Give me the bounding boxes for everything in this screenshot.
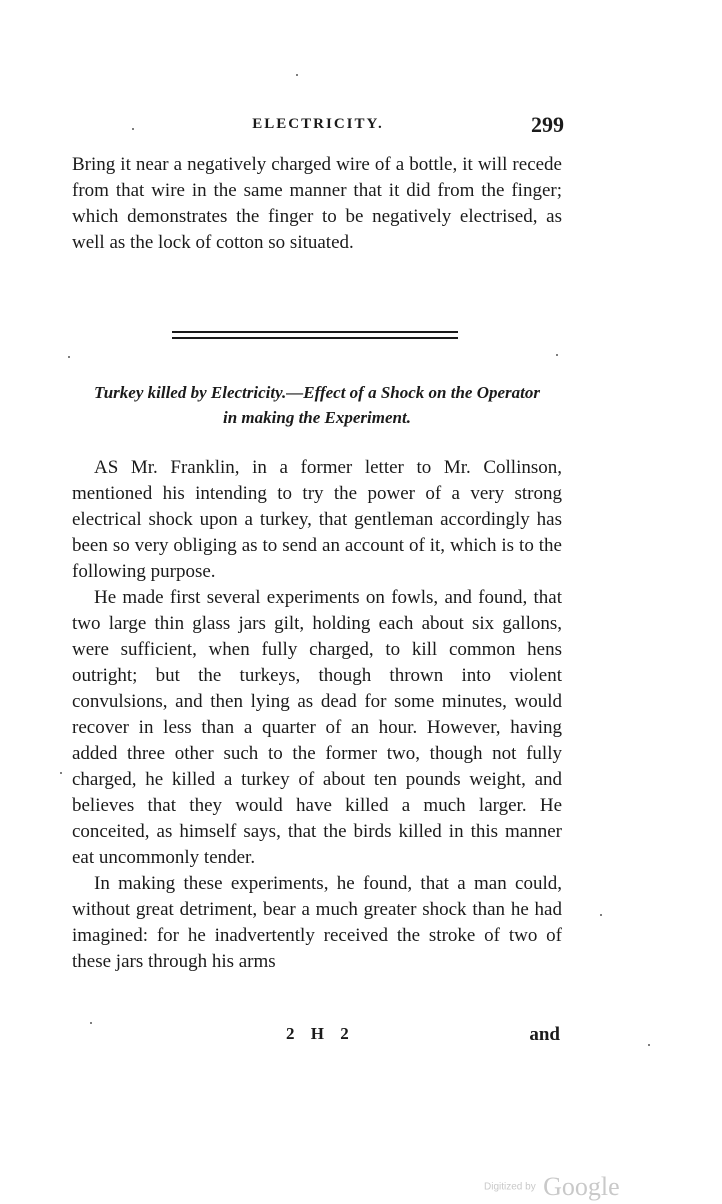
section-divider	[172, 331, 458, 341]
section-heading-line-2: in making the Experiment.	[223, 408, 411, 427]
watermark-prefix: Digitized by	[484, 1181, 536, 1193]
intro-text: Bring it near a negatively charged wire of a bottle, it will recede from that wire in the same manner that it did from the finger; which demonstrates the finger to be negatively electrised, as well as the lock of cotton so situated.	[72, 154, 562, 253]
paper-speck	[60, 772, 62, 774]
divider-line-bottom	[172, 337, 458, 339]
running-title: ELECTRICITY.	[252, 116, 384, 132]
paper-speck	[296, 74, 298, 76]
page-number: 299	[531, 112, 564, 137]
catchword: and	[529, 1024, 560, 1045]
paper-speck	[556, 354, 558, 356]
digitization-watermark	[484, 1172, 620, 1202]
paragraph-3: In making these experiments, he found, that a man could, without great detriment, bear a much greater shock than he had imagined: for he inadvertently received the stroke of two of these jars through his arms	[72, 873, 562, 972]
paragraph-1: AS Mr. Franklin, in a former letter to Mr. Collinson, mentioned his intending to try the power of a very strong electrical shock upon a turkey, that gentleman accordingly has been so very obliging as to send an account of it, which is to the following purpose.	[72, 457, 562, 582]
section-heading-line-1: Turkey killed by Electricity.—Effect of a Shock on the Operator	[93, 383, 541, 402]
page-footer	[72, 1024, 562, 1054]
paragraph-2: He made first several experiments on fowls, and found, that two large thin glass jars gilt, holding each about six gallons, were sufficient, when fully charged, to kill common hens outright; but the turkeys, though thrown into violent convulsions, and then lying as dead for some minutes, would recover in less than a quarter of an hour. However, having added three other such to the former two, though not fully charged, he killed a turkey of about ten pounds weight, and believes that they would have killed a much larger. He conceited, as himself says, that the birds killed in this manner eat uncommonly tender.	[72, 587, 562, 868]
section-heading	[72, 380, 562, 430]
paper-speck	[648, 1044, 650, 1046]
running-head	[72, 112, 564, 142]
main-text	[72, 455, 562, 975]
paper-speck	[132, 128, 134, 130]
watermark-brand: Google	[543, 1172, 620, 1201]
divider-line-top	[172, 331, 458, 333]
signature-mark: 2 H 2	[286, 1024, 355, 1043]
paper-speck	[600, 914, 602, 916]
paper-speck	[68, 356, 70, 358]
intro-paragraph	[72, 152, 562, 256]
paper-speck	[90, 1022, 92, 1024]
